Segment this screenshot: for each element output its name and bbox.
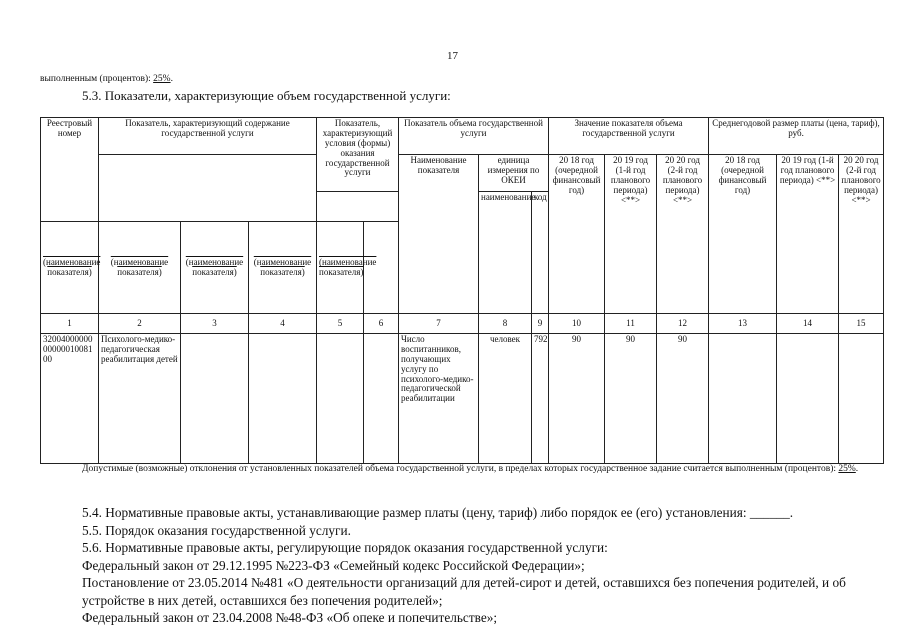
deviation-note-value: 25%	[838, 464, 856, 474]
header-volume-indicator: Показатель объема государственной услуги	[399, 118, 549, 155]
cell-empty	[317, 334, 364, 464]
col-number: 2	[99, 314, 181, 334]
col-number: 3	[181, 314, 249, 334]
header-indicator-name: Наименование показателя	[399, 155, 479, 314]
top-note-end: .	[170, 74, 173, 84]
section-5-6: 5.6. Нормативные правовые акты, регулирующие порядок оказания государственной услуги:	[82, 540, 608, 555]
cell-value-2020: 90	[657, 334, 709, 464]
condition-indicator-2-name: (наименование показателя)	[317, 222, 364, 314]
col-number: 11	[605, 314, 657, 334]
header-conditions-blank	[317, 192, 399, 222]
header-fee-2019: 20 19 год (1-й год планового периода) <**>	[777, 155, 839, 314]
cell-empty	[364, 334, 399, 464]
cell-indicator-name: Число воспитанников, получающих услугу по психолого-медико-педагогической реабилитации	[399, 334, 479, 464]
content-indicator-3-name: (наименование показателя)	[181, 222, 249, 314]
decree-481: Постановление от 23.05.2014 №481 «О деятельности организаций для детей-сирот и детей, оставшихся без попечения родителей, и об устройстве в них детей, оставшихся без попечения родителей»;	[82, 575, 846, 608]
col-number: 1	[41, 314, 99, 334]
col-number: 14	[777, 314, 839, 334]
content-indicator-1-name: (наименование показателя)	[41, 222, 99, 314]
col-number: 15	[839, 314, 884, 334]
header-unit-name: наименование	[479, 192, 532, 314]
deviation-note-end: .	[855, 464, 859, 474]
top-note-text: выполненным (процентов):	[40, 74, 154, 84]
deviation-note	[40, 463, 885, 475]
cell-value-2019: 90	[605, 334, 657, 464]
header-condition-indicator: Показатель, характеризующий условия (формы) оказания государственной услуги	[317, 118, 399, 192]
top-note-value: 25%	[153, 74, 171, 84]
col-number: 4	[249, 314, 317, 334]
header-volume-value: Значение показателя объема государственной услуги	[549, 118, 709, 155]
cell-value-2018: 90	[549, 334, 605, 464]
header-unit: единица измерения по ОКЕИ	[479, 155, 549, 192]
cell-registry-number: 320040000000000001008100	[41, 334, 99, 464]
header-fee-2020: 20 20 год (2-й год планового периода) <**>	[839, 155, 884, 314]
header-content-indicator: Показатель, характеризующий содержание государственной услуги	[99, 118, 317, 155]
header-value-2019: 20 19 год (1-й год планового периода) <**>	[605, 155, 657, 314]
cell-empty	[777, 334, 839, 464]
law-family-code: Федеральный закон от 29.12.1995 №223-ФЗ «Семейный кодекс Российской Федерации»;	[82, 557, 585, 573]
cell-unit-code: 792	[532, 334, 549, 464]
content-indicator-2-name: (наименование показателя)	[99, 222, 181, 314]
cell-empty	[181, 334, 249, 464]
header-unit-code: код	[532, 192, 549, 314]
col-number: 9	[532, 314, 549, 334]
header-value-2018: 20 18 год (очередной финансовый год)	[549, 155, 605, 314]
col-number: 5	[317, 314, 364, 334]
header-registry-number: Реестровый номер	[41, 118, 99, 222]
col-number: 6	[364, 314, 399, 334]
volume-indicators-table	[40, 117, 884, 464]
header-fee-2018: 20 18 год (очередной финансовый год)	[709, 155, 777, 314]
normative-acts	[40, 504, 885, 627]
col-number: 10	[549, 314, 605, 334]
cell-empty	[249, 334, 317, 464]
header-content-blank	[99, 155, 317, 222]
col-number: 13	[709, 314, 777, 334]
section-5-4: 5.4. Нормативные правовые акты, устанавливающие размер платы (цену, тариф) либо порядок ее (его) установления: ______.	[82, 505, 794, 520]
top-note	[40, 74, 173, 84]
section-5-5: 5.5. Порядок оказания государственной услуги.	[82, 522, 351, 538]
header-average-fee: Среднегодовой размер платы (цена, тариф), руб.	[709, 118, 884, 155]
cell-unit-name: человек	[479, 334, 532, 464]
table-row	[41, 334, 884, 464]
cell-content: Психолого-медико-педагогическая реабилитация детей	[99, 334, 181, 464]
page-number: 17	[447, 50, 458, 62]
col-number: 7	[399, 314, 479, 334]
section-5-3-heading: 5.3. Показатели, характеризующие объем государственной услуги:	[82, 88, 451, 103]
cell-empty	[709, 334, 777, 464]
header-value-2020: 20 20 год (2-й год планового периода) <**>	[657, 155, 709, 314]
col-number: 12	[657, 314, 709, 334]
deviation-note-text: Допустимые (возможные) отклонения от установленных показателей объема государственной услуги, в пределах которых государственное задание считается выполненным (процентов):	[82, 464, 839, 474]
law-guardianship: Федеральный закон от 23.04.2008 №48-ФЗ «Об опеке и попечительстве»;	[82, 610, 498, 625]
condition-indicator-1-name: (наименование показателя)	[249, 222, 317, 314]
col-number: 8	[479, 314, 532, 334]
column-number-row	[41, 314, 884, 334]
cell-empty	[839, 334, 884, 464]
